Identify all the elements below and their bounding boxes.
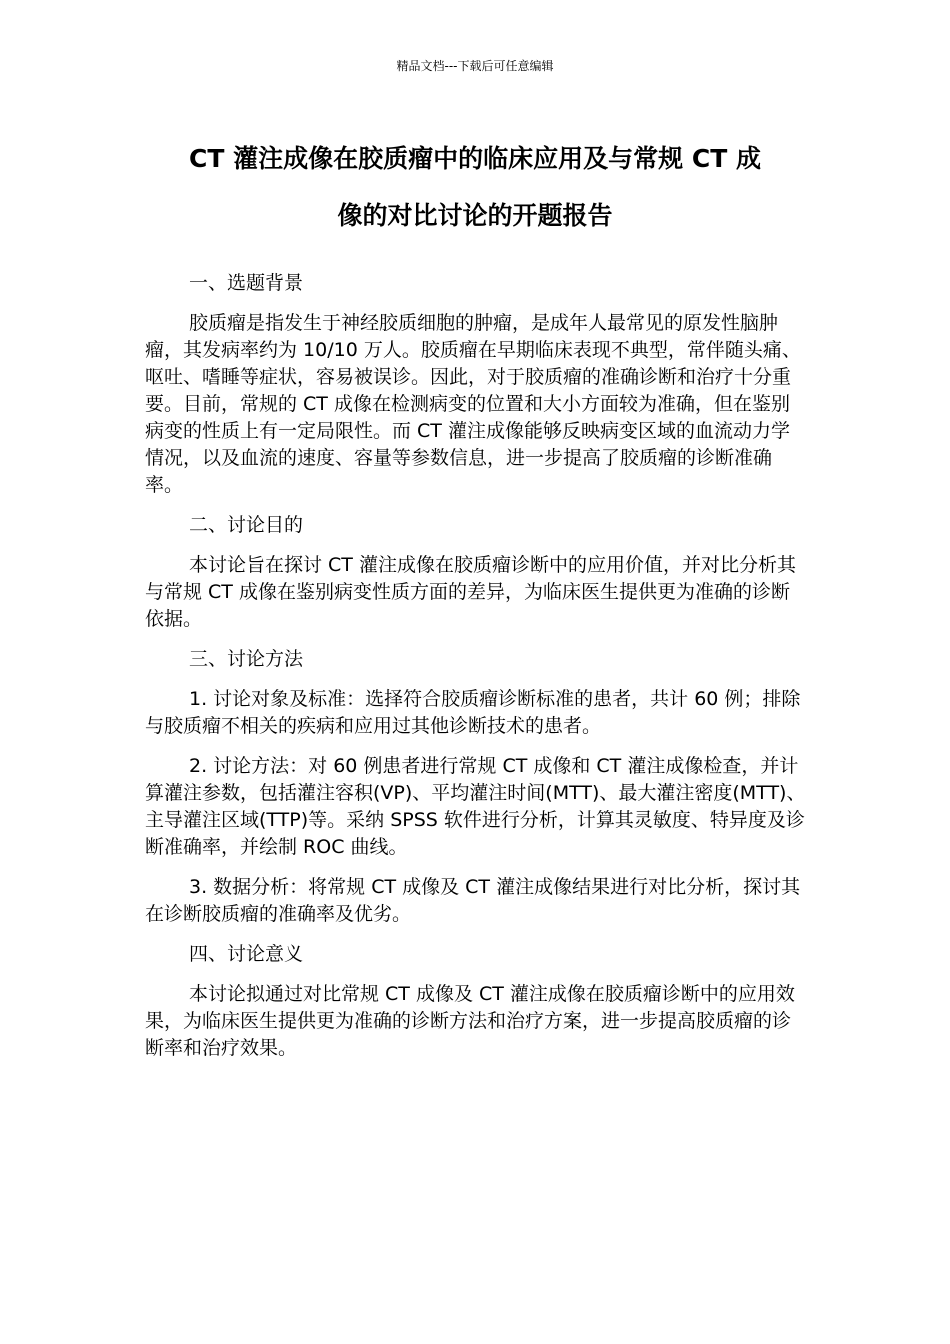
section-background	[145, 270, 807, 499]
section-heading: 二、讨论目的	[189, 514, 304, 536]
section-heading: 一、选题背景	[189, 272, 304, 294]
section-significance	[145, 941, 807, 1062]
title-line-1: CT 灌注成像在胶质瘤中的临床应用及与常规 CT 成	[189, 144, 761, 173]
section-heading: 三、讨论方法	[189, 648, 304, 670]
section-heading: 四、讨论意义	[189, 943, 304, 965]
document-title	[145, 130, 805, 244]
paragraph: 本讨论拟通过对比常规 CT 成像及 CT 灌注成像在胶质瘤诊断中的应用效果，为临床医生提供更为准确的诊断方法和治疗方案，进一步提高胶质瘤的诊断率和治疗效果。	[145, 983, 795, 1059]
paragraph: 3. 数据分析：将常规 CT 成像及 CT 灌注成像结果进行对比分析，探讨其在诊断胶质瘤的准确率及优劣。	[145, 876, 801, 925]
title-line-2: 像的对比讨论的开题报告	[337, 201, 613, 230]
paragraph: 胶质瘤是指发生于神经胶质细胞的肿瘤，是成年人最常见的原发性脑肿瘤，其发病率约为 10/10 万人。胶质瘤在早期临床表现不典型，常伴随头痛、呕吐、嗜睡等症状，容易被误诊。因此，对于胶质瘤的准确诊断和治疗十分重要。目前，常规的 CT 成像在检测病变的位置和大小方面较为准确，但在鉴别病变的性质上有一定局限性。而 CT 灌注成像能够反映病变区域的血流动力学情况，以及血流的速度、容量等参数信息，进一步提高了胶质瘤的诊断准确率。	[145, 312, 801, 496]
paragraph: 2. 讨论方法：对 60 例患者进行常规 CT 成像和 CT 灌注成像检查，并计算灌注参数，包括灌注容积(VP)、平均灌注时间(MTT)、最大灌注密度(MTT)、主导灌注区域(TTP)等。采纳 SPSS 软件进行分析，计算其灵敏度、特异度及诊断准确率，并绘制 ROC 曲线。	[145, 755, 806, 858]
document-body	[145, 270, 807, 1075]
paragraph: 1. 讨论对象及标准：选择符合胶质瘤诊断标准的患者，共计 60 例；排除与胶质瘤不相关的疾病和应用过其他诊断技术的患者。	[145, 688, 801, 737]
section-purpose	[145, 512, 807, 633]
header-note: 精品文档---下载后可任意编辑	[396, 59, 554, 73]
paragraph: 本讨论旨在探讨 CT 灌注成像在胶质瘤诊断中的应用价值，并对比分析其与常规 CT 成像在鉴别病变性质方面的差异，为临床医生提供更为准确的诊断依据。	[145, 554, 796, 630]
section-methods	[145, 646, 807, 928]
